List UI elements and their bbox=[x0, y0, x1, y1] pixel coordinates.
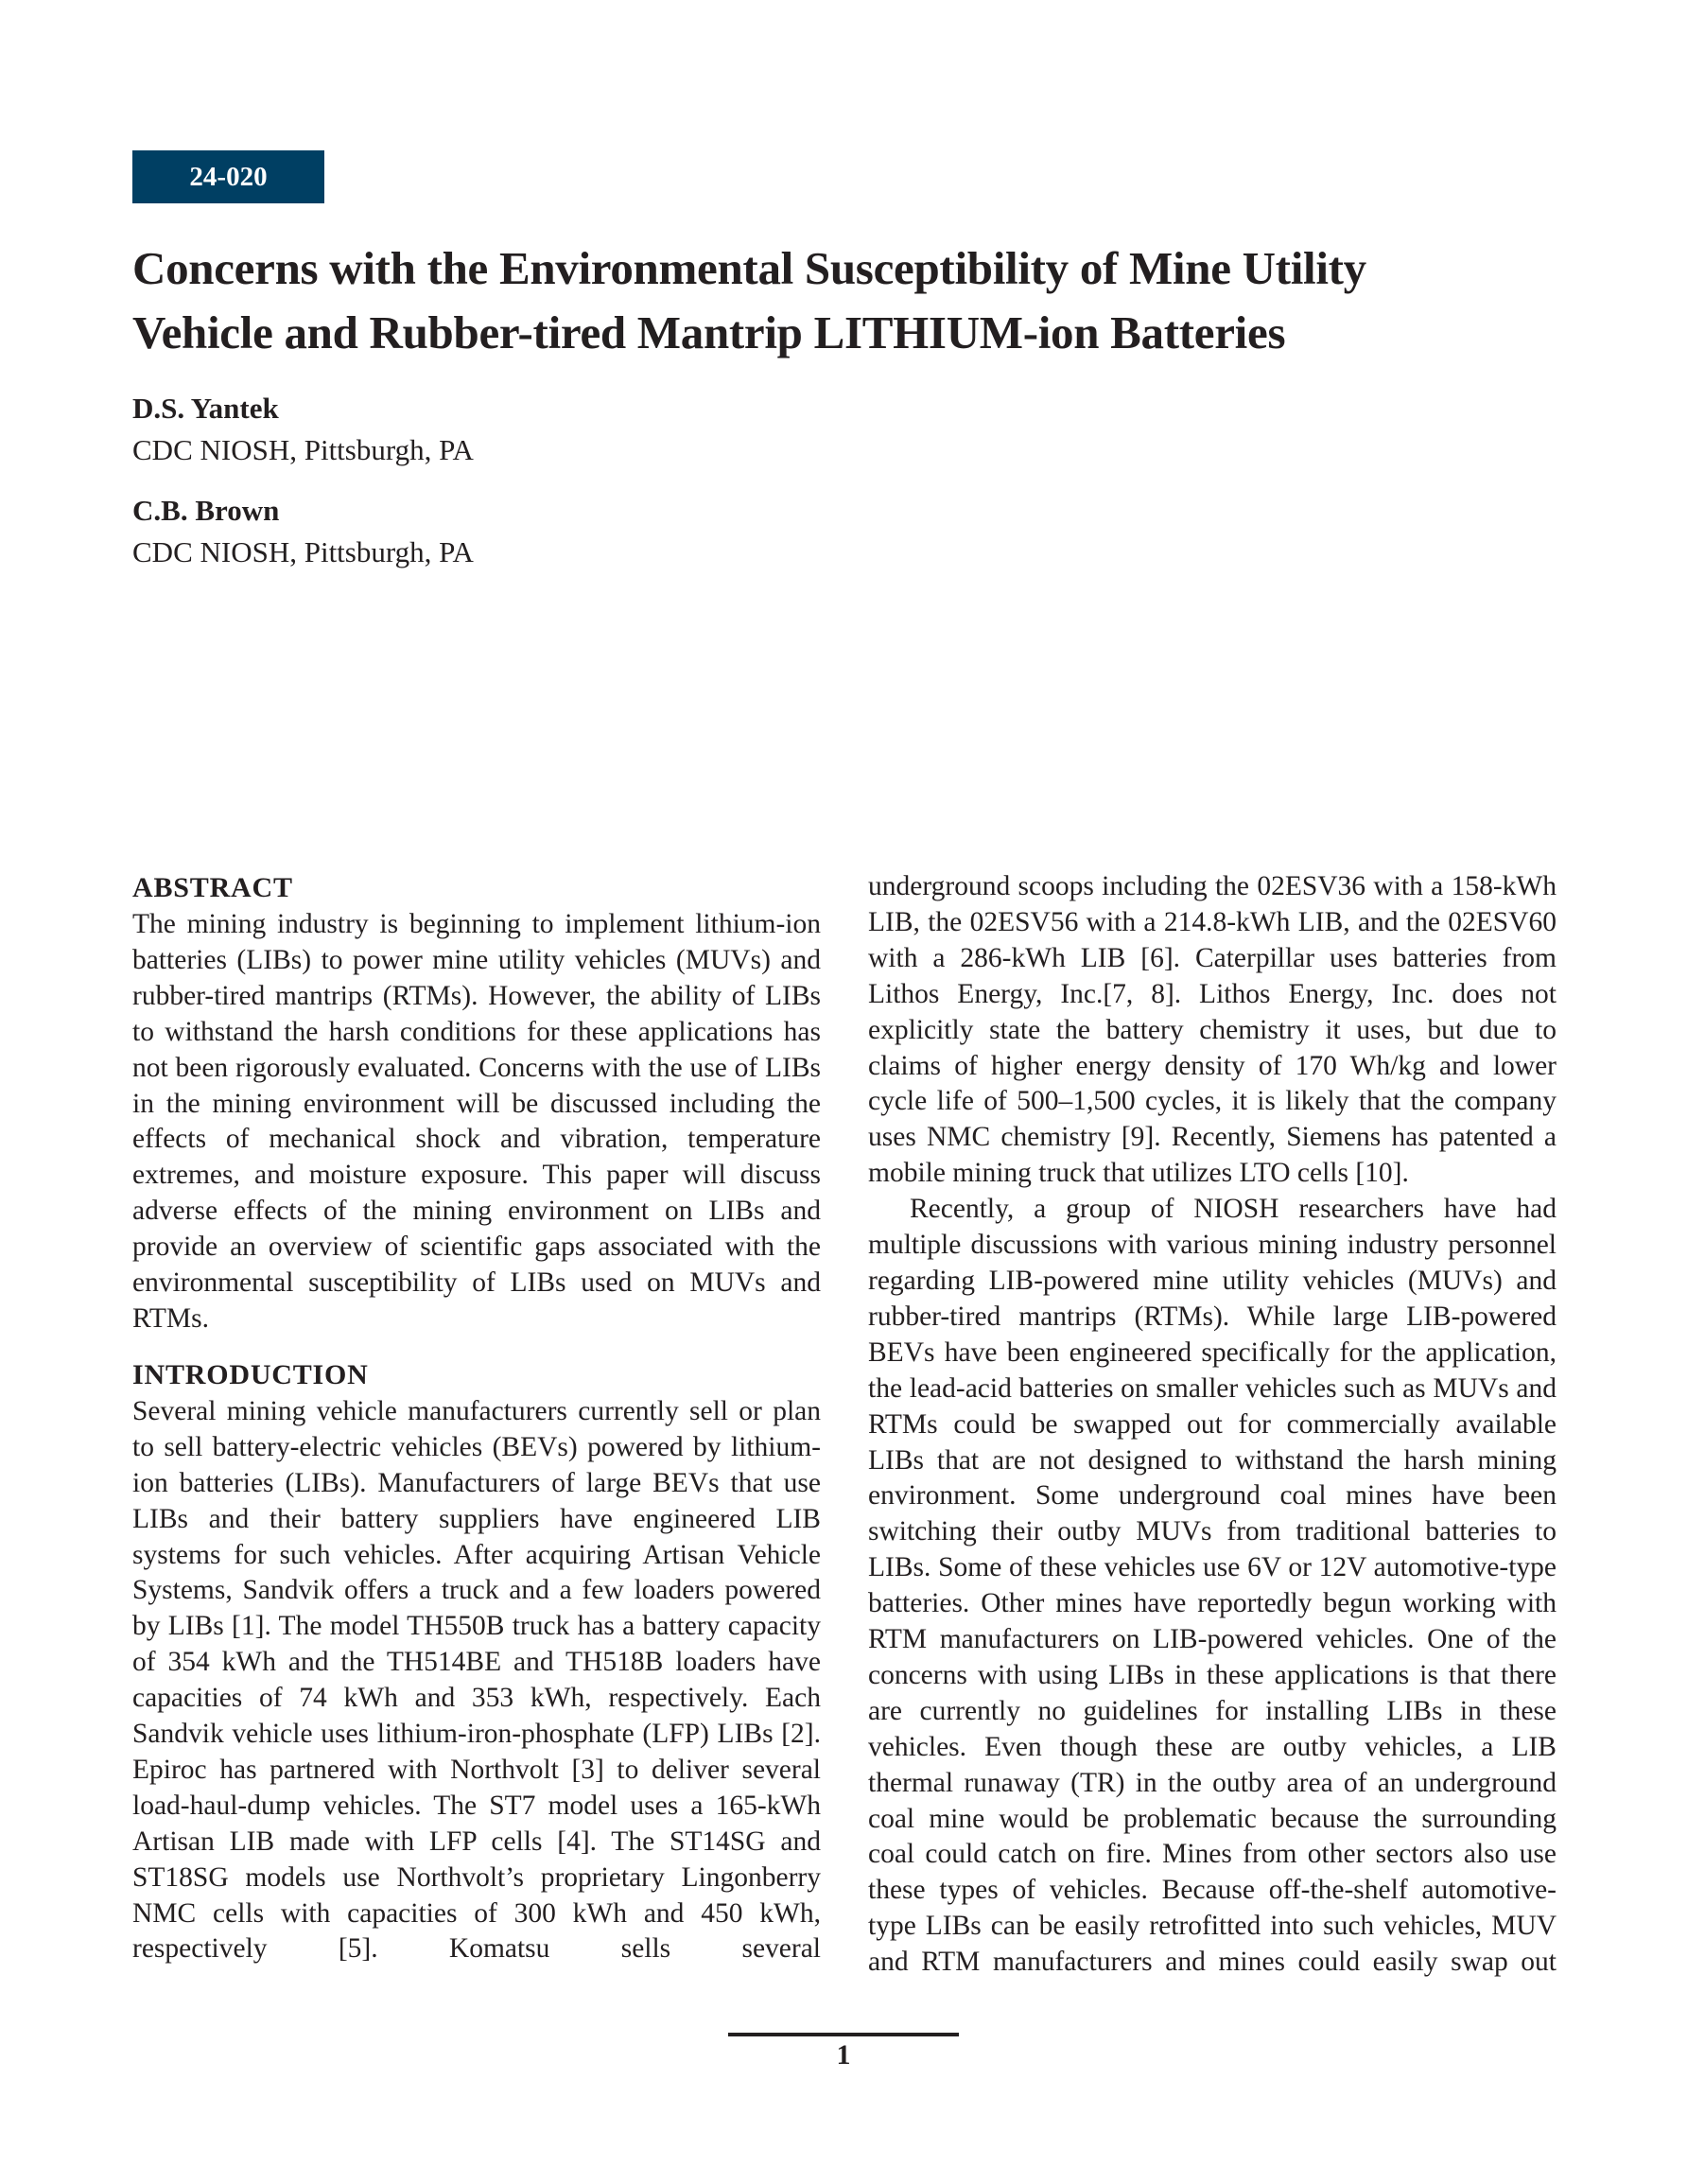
footer-divider bbox=[728, 2033, 959, 2036]
paper-number: 24-020 bbox=[189, 161, 268, 192]
title-line-1: Concerns with the Environmental Susceptibility of Mine Utility bbox=[132, 242, 1366, 294]
introduction-heading: INTRODUCTION bbox=[132, 1358, 369, 1390]
paper-title bbox=[132, 236, 1570, 365]
introduction-paragraph-2: Recently, a group of NIOSH researchers have had multiple discussions with various mining industry personnel regarding LIB-powered mine utility vehicles (MUVs) and rubber-tired mantrips (RTMs). While large LIB-powered BEVs have been engineered specifically for the application, the lead-acid batteries on smaller vehicles such as MUVs and RTMs could be swapped out for commercially available LIBs that are not designed to withstand the harsh mining environment. Some underground coal mines have been switching their outby MUVs from traditional batteries to LIBs. Some of these vehicles use 6V or 12V automotive-type batteries. Other mines have reportedly begun working with RTM manufacturers on LIB-powered vehicles. One of the concerns with using LIBs in these applications is that there are currently no guidelines for installing LIBs in these vehicles. Even though these are outby vehicles, a LIB thermal runaway (TR) in the outby area of an underground coal mine would be problematic because the surrounding coal could catch on fire. Mines from other sectors also use these types of vehicles. Because off-the-shelf automotive-type LIBs can be easily retrofitted into such vehicles, MUV and RTM manufacturers and mines could easily swap out bbox=[868, 1194, 1557, 1978]
author-affiliation: CDC NIOSH, Pittsburgh, PA bbox=[132, 433, 474, 466]
left-column bbox=[132, 869, 821, 1967]
author-name: C.B. Brown bbox=[132, 494, 280, 527]
page-number: 1 bbox=[836, 2039, 851, 2070]
abstract-heading: ABSTRACT bbox=[132, 872, 293, 903]
author-block-2 bbox=[132, 492, 474, 571]
introduction-paragraph-1-continued: underground scoops including the 02ESV36 with a 158-kWh LIB, the 02ESV56 with a 214.8-kWh LIB, and the 02ESV60 with a 286-kWh LIB [6]. Caterpillar uses batteries from Lithos Energy, Inc.[7, 8]. Lithos Energy, Inc. does not explicitly state the battery chemistry it uses, but due to claims of higher energy density of 170 Wh/kg and lower cycle life of 500–1,500 cycles, it is likely that the company uses NMC chemistry [9]. Recently, Siemens has patented a mobile mining truck that utilizes LTO cells [10]. bbox=[868, 871, 1557, 1189]
right-column bbox=[868, 869, 1557, 1981]
paper-number-badge bbox=[132, 150, 324, 203]
introduction-paragraph-1: Several mining vehicle manufacturers currently sell or plan to sell battery-electric vehicles (BEVs) powered by lithium-ion batteries (LIBs). Manufacturers of large BEVs that use LIBs and their battery suppliers have engineered LIB systems for such vehicles. After acquiring Artisan Vehicle Systems, Sandvik offers a truck and a few loaders powered by LIBs [1]. The model TH550B truck has a battery capacity of 354 kWh and the TH514BE and TH518B loaders have capacities of 74 kWh and 353 kWh, respectively. Each Sandvik vehicle uses lithium-iron-phosphate (LFP) LIBs [2]. Epiroc has partnered with Northvolt [3] to deliver several load-haul-dump vehicles. The ST7 model uses a 165-kWh Artisan LIB made with LFP cells [4]. The ST14SG and ST18SG models use Northvolt’s proprietary Lingonberry NMC cells with capacities of 300 kWh and 450 kWh, respectively [5]. Komatsu sells several bbox=[132, 1395, 821, 1965]
author-affiliation: CDC NIOSH, Pittsburgh, PA bbox=[132, 535, 474, 568]
author-block-1 bbox=[132, 390, 474, 469]
author-name: D.S. Yantek bbox=[132, 392, 279, 425]
title-line-2: Vehicle and Rubber-tired Mantrip LITHIUM-ion Batteries bbox=[132, 306, 1286, 358]
abstract-text: The mining industry is beginning to implement lithium-ion batteries (LIBs) to power mine utility vehicles (MUVs) and rubber-tired mantrips (RTMs). However, the ability of LIBs to withstand the harsh conditions for these applications has not been rigorously evaluated. Concerns with the use of LIBs in the mining environment will be discussed including the effects of mechanical shock and vibration, temperature extremes, and moisture exposure. This paper will discuss adverse effects of the mining environment on LIBs and provide an overview of scientific gaps associated with the environmental susceptibility of LIBs used on MUVs and RTMs. bbox=[132, 909, 821, 1334]
